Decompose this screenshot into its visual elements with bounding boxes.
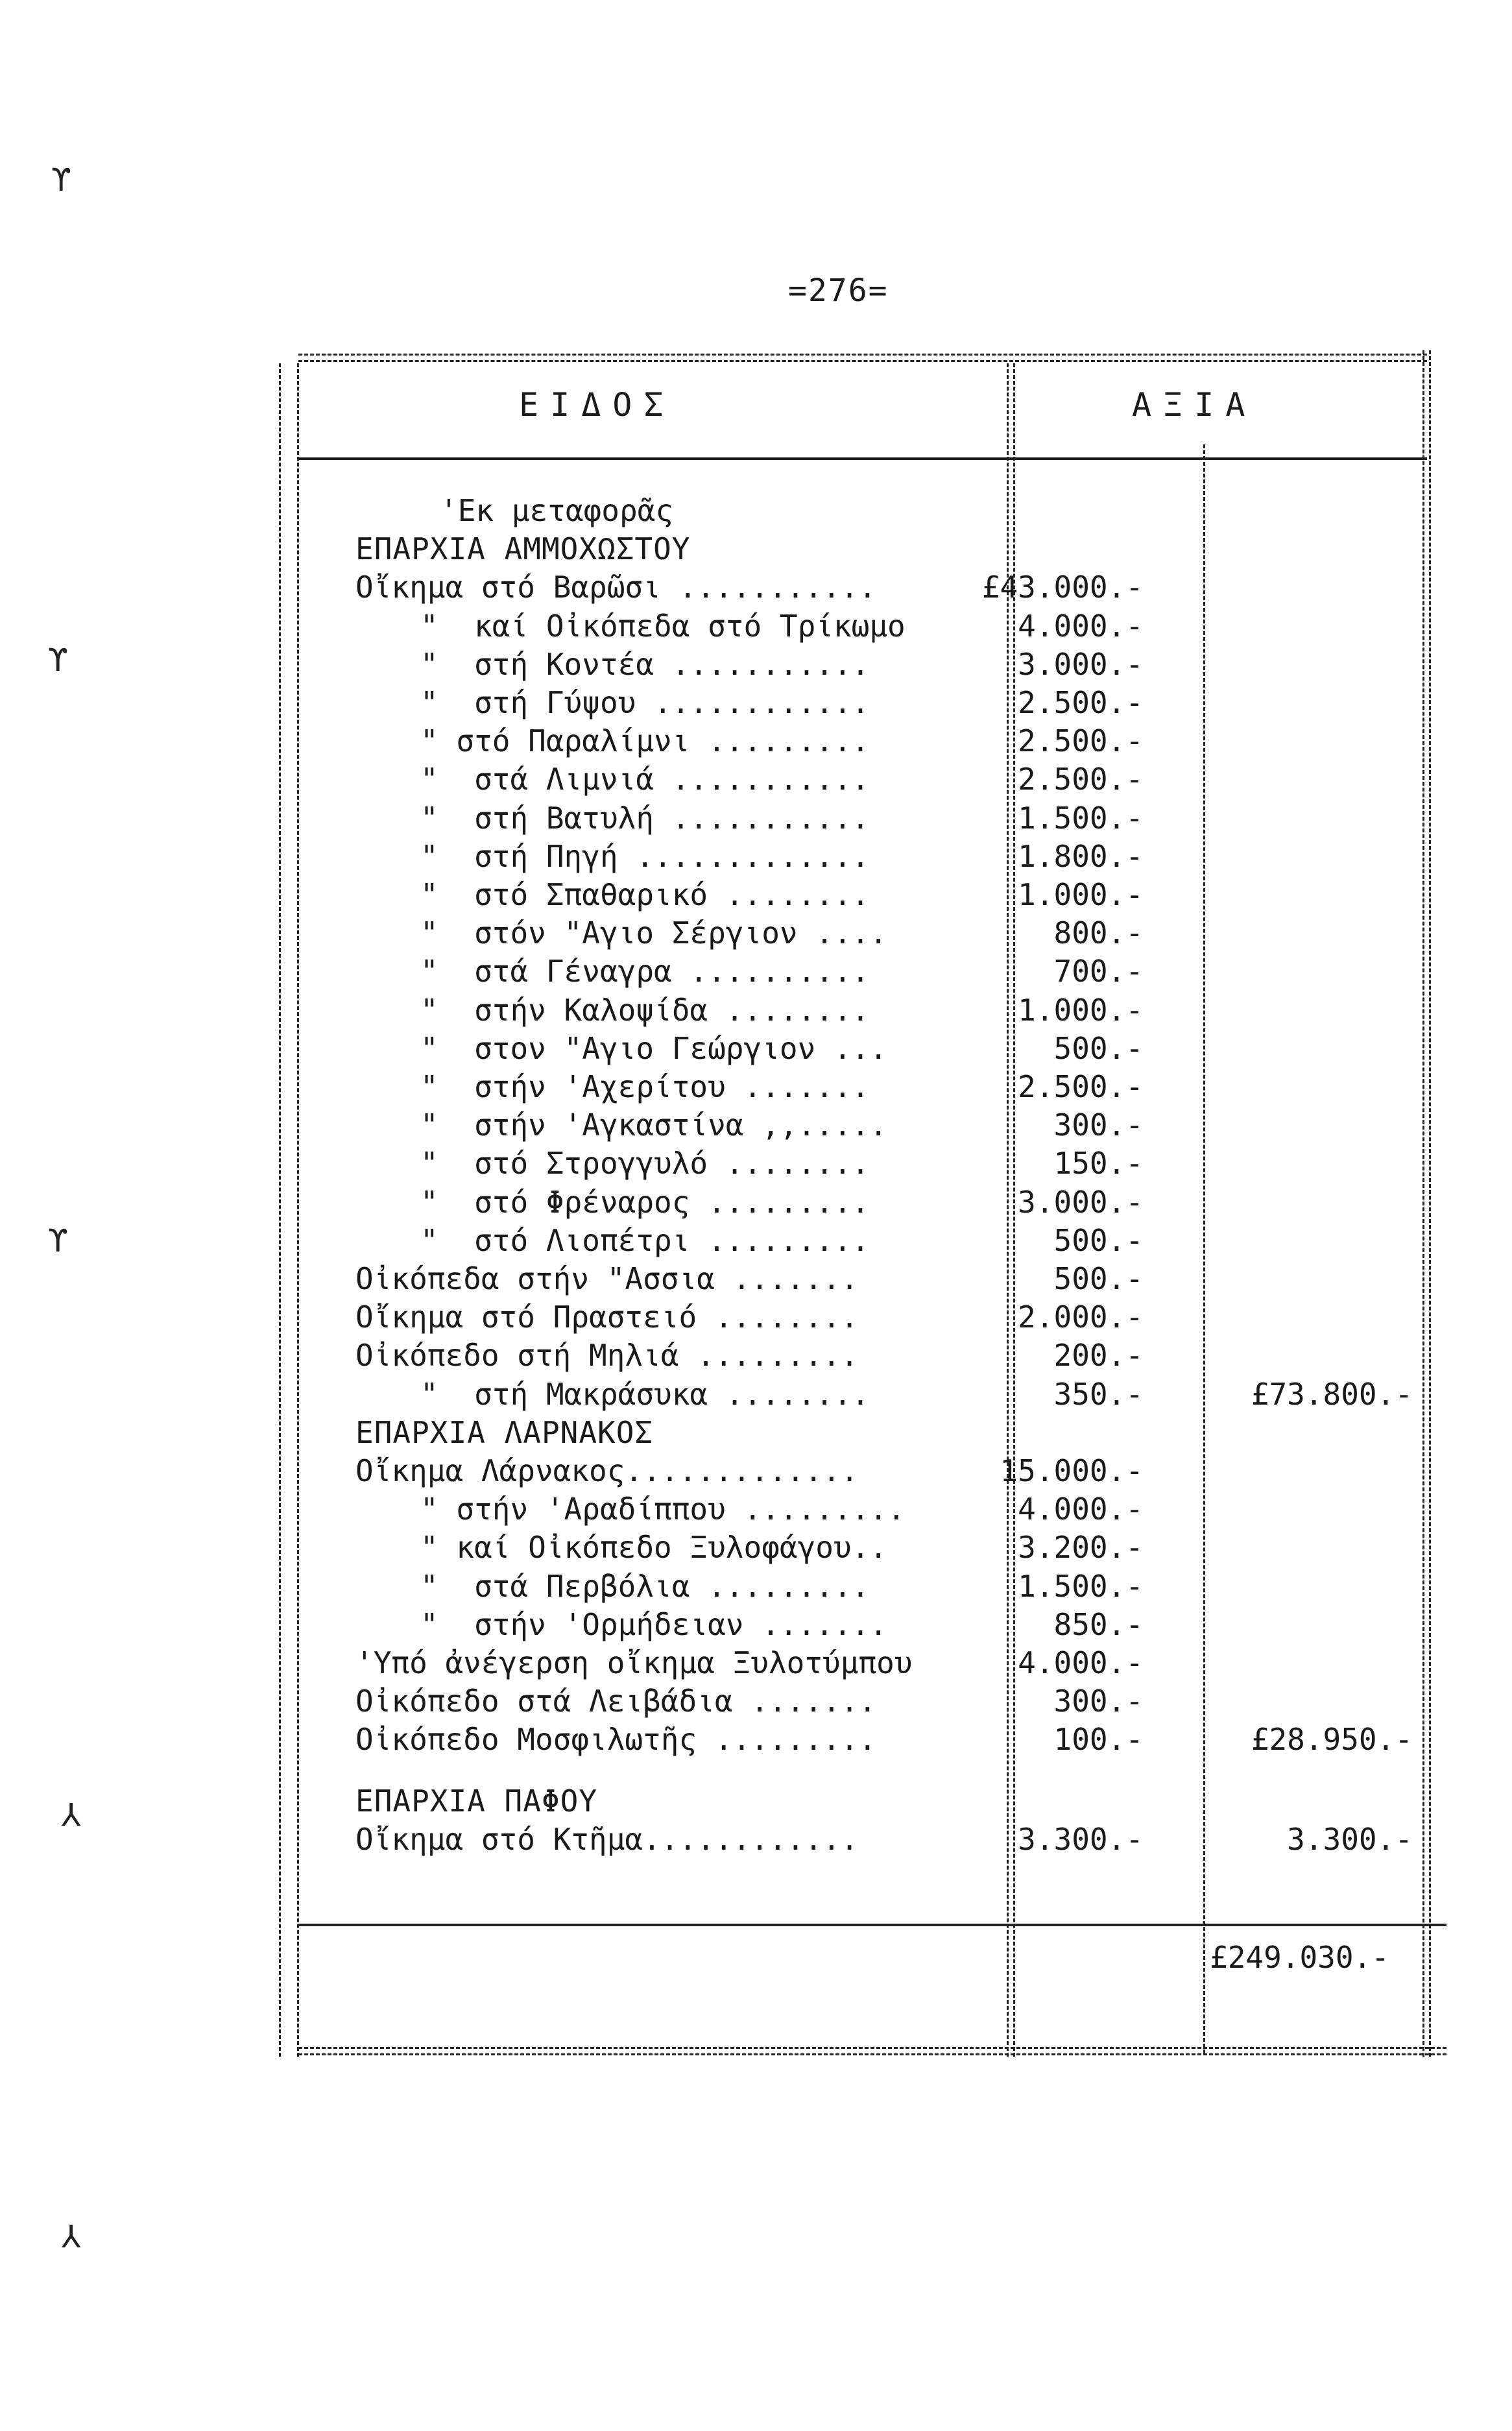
row-value: 300.- <box>1053 1684 1144 1719</box>
margin-mark: ⅄ <box>62 1797 81 1833</box>
row-label: " στή Μακράσυκα ........ <box>420 1376 870 1412</box>
table-row <box>355 1645 1432 1684</box>
row-label: " καί Οἰκόπεδο Ξυλοφάγου.. <box>420 1530 888 1566</box>
table-row <box>355 1300 1432 1338</box>
row-label: " στό Παραλίμνι ......... <box>420 723 870 759</box>
table-row <box>355 1492 1432 1530</box>
table-row <box>355 1223 1432 1262</box>
row-value: 500.- <box>1053 1030 1144 1066</box>
row-label: " στό Σπαθαρικό ........ <box>420 877 870 912</box>
row-value: 500.- <box>1053 1261 1144 1296</box>
row-label: " στά Γέναγρα .......... <box>420 954 870 989</box>
row-value: 2.500.- <box>1018 723 1144 759</box>
grand-total: £249.030.- <box>1210 1940 1389 1975</box>
row-value: 4.000.- <box>1018 1645 1144 1680</box>
table-row <box>355 839 1432 878</box>
row-value: 2.500.- <box>1018 1069 1144 1104</box>
row-value: 1.000.- <box>1018 877 1144 912</box>
row-label: " στή Γύψου ............ <box>420 685 870 720</box>
row-label: " στήν 'Ορμήδειαν ....... <box>420 1606 888 1642</box>
total-divider <box>298 1924 1446 1926</box>
table-row <box>355 993 1432 1032</box>
row-label: Οἴκημα Λάρνακος............. <box>355 1453 859 1488</box>
table-row <box>355 1722 1432 1761</box>
row-label: " στό Στρογγυλό ........ <box>420 1146 870 1181</box>
row-value: 3.200.- <box>1018 1530 1144 1566</box>
row-label: Οἰκόπεδα στήν "Ασσια ....... <box>355 1261 859 1296</box>
row-value: 150.- <box>1053 1146 1144 1181</box>
row-label: " στόν "Αγιο Σέργιον .... <box>420 915 888 951</box>
row-label: " στήν 'Αχερίτου ....... <box>420 1069 870 1104</box>
row-label: " στήν 'Αγκαστίνα ,,..... <box>420 1107 888 1143</box>
row-label: Οἴκημα στό Βαρῶσι ........... <box>355 570 877 605</box>
table-row <box>355 762 1432 801</box>
header-divider <box>298 457 1427 460</box>
table-row <box>355 1338 1432 1377</box>
row-value: 3.000.- <box>1018 1184 1144 1220</box>
row-label: " στον "Αγιο Γεώργιον ... <box>420 1030 888 1066</box>
table-row <box>355 1607 1432 1646</box>
table-row <box>355 570 1432 609</box>
row-subtotal: £28.950.- <box>1251 1722 1413 1758</box>
row-label: 'Υπό ἀνέγερση οἴκημα Ξυλοτύμπου <box>355 1645 913 1680</box>
margin-mark: ϒ <box>52 162 71 199</box>
table-row <box>355 1107 1432 1146</box>
table-row <box>355 531 1432 570</box>
row-value: 700.- <box>1053 954 1144 989</box>
row-label: " στή Κοντέα ........... <box>420 646 870 682</box>
row-value: 350.- <box>1053 1376 1144 1412</box>
row-value: £43.000.- <box>981 570 1144 605</box>
column-header-description: ΕΙΔΟΣ <box>519 386 675 424</box>
row-subtotal: £73.800.- <box>1251 1376 1413 1412</box>
row-value: 800.- <box>1053 915 1144 951</box>
table-bottom-border <box>298 2047 1446 2049</box>
row-value: 1.500.- <box>1018 800 1144 836</box>
table-row <box>355 1185 1432 1224</box>
row-value: 300.- <box>1053 1107 1144 1143</box>
table-row <box>355 954 1432 993</box>
table-row <box>355 1415 1432 1454</box>
row-label: ΕΠΑΡΧΙΑ ΑΜΜΟΧΩΣΤΟΥ <box>355 531 691 567</box>
table-row <box>355 685 1432 724</box>
margin-mark: ϒ <box>49 1223 67 1259</box>
table-bottom-border-2 <box>298 2053 1446 2055</box>
table-row <box>355 1684 1432 1723</box>
row-label: Οἴκημα στό Κτῆμα............ <box>355 1821 859 1857</box>
table-row <box>355 1069 1432 1108</box>
row-label: ΕΠΑΡΧΙΑ ΛΑΡΝΑΚΟΣ <box>355 1414 654 1450</box>
row-value: 200.- <box>1053 1338 1144 1373</box>
row-label: " στήν Καλοψίδα ........ <box>420 992 870 1028</box>
row-label: ΕΠΑΡΧΙΑ ΠΑΦΟΥ <box>355 1783 598 1819</box>
table-row <box>355 1822 1432 1861</box>
row-label: " στή Βατυλή ........... <box>420 800 870 836</box>
row-label: " στά Λιμνιά ........... <box>420 762 870 797</box>
row-value: 1.500.- <box>1018 1568 1144 1604</box>
row-label: " καί Οἰκόπεδα στό Τρίκωμο <box>420 608 906 644</box>
margin-mark: ⅄ <box>62 2219 81 2255</box>
row-label: Οἰκόπεδο στά Λειβάδια ....... <box>355 1684 877 1719</box>
row-label: " στήν 'Αραδίππου ......... <box>420 1492 906 1527</box>
row-label: " στά Περβόλια ......... <box>420 1568 870 1604</box>
row-label: " στή Πηγή ............. <box>420 838 870 874</box>
row-value: 4.000.- <box>1018 608 1144 644</box>
table-top-border-2 <box>298 360 1427 362</box>
row-value: 1.800.- <box>1018 838 1144 874</box>
table-row <box>355 1569 1432 1608</box>
row-label: Οἴκημα στό Πραστειό ........ <box>355 1300 859 1335</box>
table-row <box>355 1530 1432 1569</box>
table-row <box>355 723 1432 762</box>
row-value: 1.000.- <box>1018 992 1144 1028</box>
row-label: " στό Λιοπέτρι ......... <box>420 1222 870 1258</box>
row-value: 15.000.- <box>1000 1453 1144 1488</box>
table-left-border <box>279 363 281 2057</box>
row-value: 2.500.- <box>1018 762 1144 797</box>
table-left-border-2 <box>297 363 299 2057</box>
table-row <box>355 801 1432 840</box>
page-number: =276= <box>788 272 889 309</box>
margin-mark: ϒ <box>49 642 67 679</box>
row-value: 2.000.- <box>1018 1300 1144 1335</box>
row-value: 2.500.- <box>1018 685 1144 720</box>
table-row <box>355 647 1432 686</box>
row-value: 4.000.- <box>1018 1492 1144 1527</box>
row-label: " στό Φρέναρος ......... <box>420 1184 870 1220</box>
table-row <box>355 1784 1432 1822</box>
table-top-border <box>298 354 1427 356</box>
row-label: Οἰκόπεδο στή Μηλιά ......... <box>355 1338 859 1373</box>
row-value: 100.- <box>1053 1722 1144 1758</box>
table-row <box>355 1453 1432 1492</box>
row-subtotal: 3.300.- <box>1287 1821 1413 1857</box>
table-row <box>355 609 1432 647</box>
table-row <box>355 1377 1432 1416</box>
row-label: Οἰκόπεδο Μοσφιλωτῆς ......... <box>355 1722 877 1758</box>
row-value: 3.000.- <box>1018 646 1144 682</box>
table-row <box>355 1261 1432 1300</box>
table-row <box>355 1146 1432 1185</box>
row-value: 500.- <box>1053 1222 1144 1258</box>
table-row <box>355 493 1432 532</box>
table-row <box>355 915 1432 954</box>
row-label: 'Εκ μεταφορᾶς <box>440 493 674 528</box>
table-row <box>355 1031 1432 1070</box>
table-row <box>355 877 1432 916</box>
row-value: 850.- <box>1053 1606 1144 1642</box>
row-value: 3.300.- <box>1018 1821 1144 1857</box>
column-header-value: ΑΞΙΑ <box>1132 386 1257 424</box>
